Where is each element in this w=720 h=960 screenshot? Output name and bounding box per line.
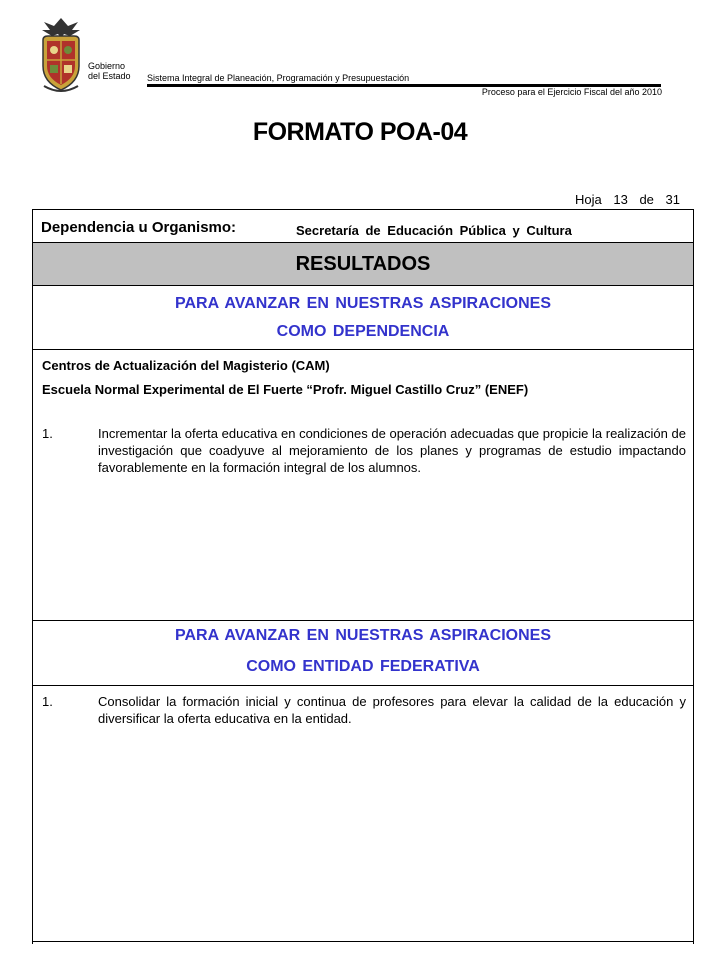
- system-name: Sistema Integral de Planeación, Programación y Presupuestación: [147, 73, 410, 83]
- dependencia-value: Secretaría de Educación Pública y Cultura: [296, 223, 572, 238]
- government-label: [88, 61, 131, 81]
- form-frame: [32, 209, 694, 944]
- resultados-label: RESULTADOS: [295, 253, 431, 275]
- section2-divider: [33, 685, 693, 686]
- section1-heading-line2: COMO DEPENDENCIA: [276, 323, 450, 340]
- page-total: 31: [665, 192, 680, 207]
- section1-item-number: 1.: [42, 426, 53, 441]
- form-bottom-border: [32, 941, 694, 942]
- section1-list-item: [42, 425, 686, 495]
- fiscal-process-label: Proceso para el Ejercicio Fiscal del año 2010: [481, 87, 662, 97]
- gov-line-1: Gobierno: [88, 61, 126, 71]
- page-of-label: de: [639, 192, 654, 207]
- section1-item-text: Incrementar la oferta educativa en condiciones de operación adecuadas que propicie la realización de investigación que coadyuve al mejoramiento de los planes y programas de estudio impactando favorablemente en la formación integral de los alumnos.: [98, 426, 686, 475]
- gov-line-2: del Estado: [88, 71, 131, 81]
- page-counter: [570, 192, 680, 207]
- section2-item-text: Consolidar la formación inicial y continua de profesores para elevar la calidad de la educación y diversificar la oferta educativa en la entidad.: [98, 694, 686, 726]
- section1-divider: [33, 349, 693, 350]
- section1-heading-line1: PARA AVANZAR EN NUESTRAS ASPIRACIONES: [174, 295, 552, 312]
- institution-enef: Escuela Normal Experimental de El Fuerte “Profr. Miguel Castillo Cruz” (ENEF): [42, 382, 529, 397]
- dependencia-row: [33, 210, 693, 243]
- section2-list-item: [42, 693, 686, 729]
- resultados-header: [33, 243, 693, 286]
- section2-item-number: 1.: [42, 694, 53, 709]
- state-coat-of-arms-icon: [38, 16, 84, 96]
- dependencia-label: Dependencia u Organismo:: [41, 219, 237, 236]
- section2-heading-line2: COMO ENTIDAD FEDERATIVA: [246, 658, 480, 675]
- page-counter-label: Hoja: [574, 192, 602, 207]
- section2-heading-line1: PARA AVANZAR EN NUESTRAS ASPIRACIONES: [174, 627, 552, 644]
- section-separator: [33, 620, 693, 621]
- institution-cam: Centros de Actualización del Magisterio (CAM): [42, 358, 330, 373]
- page-current: 13: [613, 192, 628, 207]
- page-title: FORMATO POA-04: [252, 118, 468, 146]
